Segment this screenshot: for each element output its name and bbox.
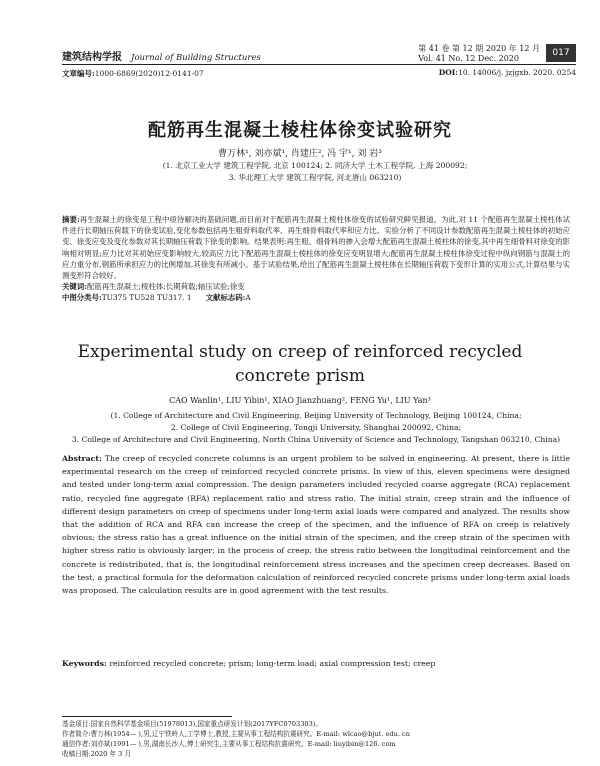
keywords-en-label: Keywords:: [62, 659, 107, 668]
affiliation-en-line: (1. College of Architecture and Civil Engineering, Beijing University of Technology, Beijing 100124, China;: [110, 411, 522, 420]
abstract-en-label: Abstract:: [62, 454, 102, 463]
authors-en: CAO Wanlin¹, LIU Yibin¹, XIAO Jianzhuang², FENG Yu¹, LIU Yan³: [169, 396, 431, 405]
running-header: [62, 44, 576, 64]
paper-title-cn: 配筋再生混凝土棱柱体徐变试验研究: [148, 120, 452, 141]
doc-code-value: A: [245, 293, 251, 303]
affiliation-en-line: 2. College of Civil Engineering, Tongji University, Shanghai 200092, China;: [170, 423, 462, 432]
abstract-cn-label: 摘要:: [62, 215, 80, 224]
journal-name-cn: 建筑结构学报: [62, 52, 122, 63]
footnote-author-bio: 作者简介:曹万林(1954— ),男,辽宁铁岭人,工学博士,教授,主要从事工程结构抗震研究。E-mail: wlcao@bjut. edu. cn: [62, 730, 410, 738]
footnotes: [62, 719, 570, 759]
keywords-cn-text: 配筋再生混凝土;棱柱体;长期荷载;轴压试验;徐变: [86, 282, 245, 292]
doc-code-label: 文献标志码:: [205, 293, 246, 303]
journal-name: [62, 48, 261, 63]
abstract-cn: [62, 214, 570, 304]
authors-cn: 曹万林¹, 刘亦斌¹, 肖建庄², 冯 宇¹, 刘 岩³: [218, 149, 382, 159]
abstract-cn-text: 再生混凝土的徐变是工程中亟待解决的基础问题,而目前对于配筋再生混凝土棱柱体徐变的试验研究鲜见报道。为此,对 11 个配筋再生混凝土棱柱体试件进行长期轴压荷载下的徐变试验,变化参数包括再生粗骨料取代率、再生细骨料取代率和应力比。实验分析了不同设计参数配筋再生混凝土棱柱体的初始应变、徐变应变及变化参数对其长期轴压荷载下徐变的影响。结果表明:再生粗、细骨料的掺入会增大配筋再生混凝土棱柱体的徐变,其中再生细骨料对徐变的影响相对明显;应力比对其初始应变影响较大,较高应力比下配筋再生混凝土棱柱体的徐变应变明显增大;配筋再生混凝土棱柱体徐变过程中纵向钢筋与混凝土的应力重分布,钢筋所承担应力的比例增加,其徐变有所减小。基于试验结果,给出了配筋再生混凝土棱柱体在长期轴压荷载下变形计算的实用公式,计算结果与实测变形符合较好。: [62, 215, 570, 281]
footnote-rule: [62, 716, 232, 717]
affiliation-en-line: 3. College of Architecture and Civil Engineering, North China University of Science and Technology, Tangshan 063210, China): [71, 435, 561, 444]
footnote-received: 收稿日期:2020 年 3 月: [62, 750, 132, 758]
article-number-value: 1000-6869(2020)12-0141-07: [94, 69, 204, 78]
article-number: [62, 68, 204, 79]
article-number-label: 文章编号:: [62, 69, 95, 78]
abstract-en: [62, 452, 570, 597]
article-meta: [62, 68, 576, 80]
header-rule: [62, 64, 576, 65]
affiliations-cn: [90, 160, 540, 184]
affiliations-en: [62, 410, 570, 446]
page-number-badge: 017: [546, 44, 576, 62]
issue-info: [418, 44, 540, 64]
issue-info-en: Vol. 41 No. 12 Dec. 2020: [418, 54, 519, 63]
doi-label: DOI:: [438, 68, 459, 77]
abstract-cn-body: [62, 214, 570, 281]
class-value: TU375 TU528 TU317. 1: [101, 293, 192, 303]
keywords-cn-label: 关键词:: [62, 282, 87, 292]
affiliation-cn-line: (1. 北京工业大学 建筑工程学院, 北京 100124; 2. 同济大学 土木工程学院, 上海 200092;: [162, 161, 468, 170]
class-label: 中图分类号:: [62, 293, 102, 303]
keywords-en-text: reinforced recycled concrete; prism; long-term load; axial compression test; creep: [109, 659, 436, 668]
abstract-en-text: The creep of recycled concrete columns is an urgent problem to be solved in engineering. At present, there is little experimental research on the creep of reinforced recycled concrete prisms. In view of this, eleven specimens were designed and tested under long-term axial compression. The design parameters included recycled coarse aggregate (RCA) replacement ratio, recycled fine aggregate (RFA) replacement ratio and stress ratio. The initial strain, creep strain and the influence of different design parameters on creep of specimens under long-term axial loads were compared and analyzed. The results show that the addition of RCA and RFA can increase the creep of the specimen, and the influence of RFA on creep is relatively obvious; the stress ratio has a great influence on the initial strain of the specimen, and the creep strain of the specimen with higher stress ratio is obviously larger; in the process of creep, the stress ratio between the longitudinal reinforcement and the concrete is redistributed, that is, the longitudinal reinforcement stress increases and the specimen creep decreases. Based on the test, a practical formula for the deformation calculation of reinforced recycled concrete prisms under long-term axial loads was proposed. The calculation results are in good agreement with the test results.: [62, 454, 570, 596]
doi-value: 10. 14006/j. jzjgxb. 2020. 0254: [458, 68, 576, 77]
classification-cn: [62, 292, 570, 303]
footnote-funding: 基金项目:国家自然科学基金项目(51978013),国家重点研发计划(2017YFC0703303)。: [62, 720, 322, 728]
paper-title-en: Experimental study on creep of reinforced recycled concrete prism: [77, 342, 523, 386]
journal-name-en: Journal of Building Structures: [131, 53, 261, 63]
footnote-corresponding: 通信作者:刘亦斌(1991— ),男,湖南长沙人,博士研究生,主要从事工程结构抗震研究。E-mail: liuyibin@126. com: [62, 740, 396, 748]
doi: [439, 68, 576, 77]
keywords-en: [62, 658, 570, 670]
issue-info-cn: 第 41 卷 第 12 期 2020 年 12 月: [418, 44, 540, 53]
affiliation-cn-line: 3. 华北理工大学 建筑工程学院, 河北唐山 063210): [228, 173, 402, 182]
keywords-cn: [62, 281, 570, 292]
